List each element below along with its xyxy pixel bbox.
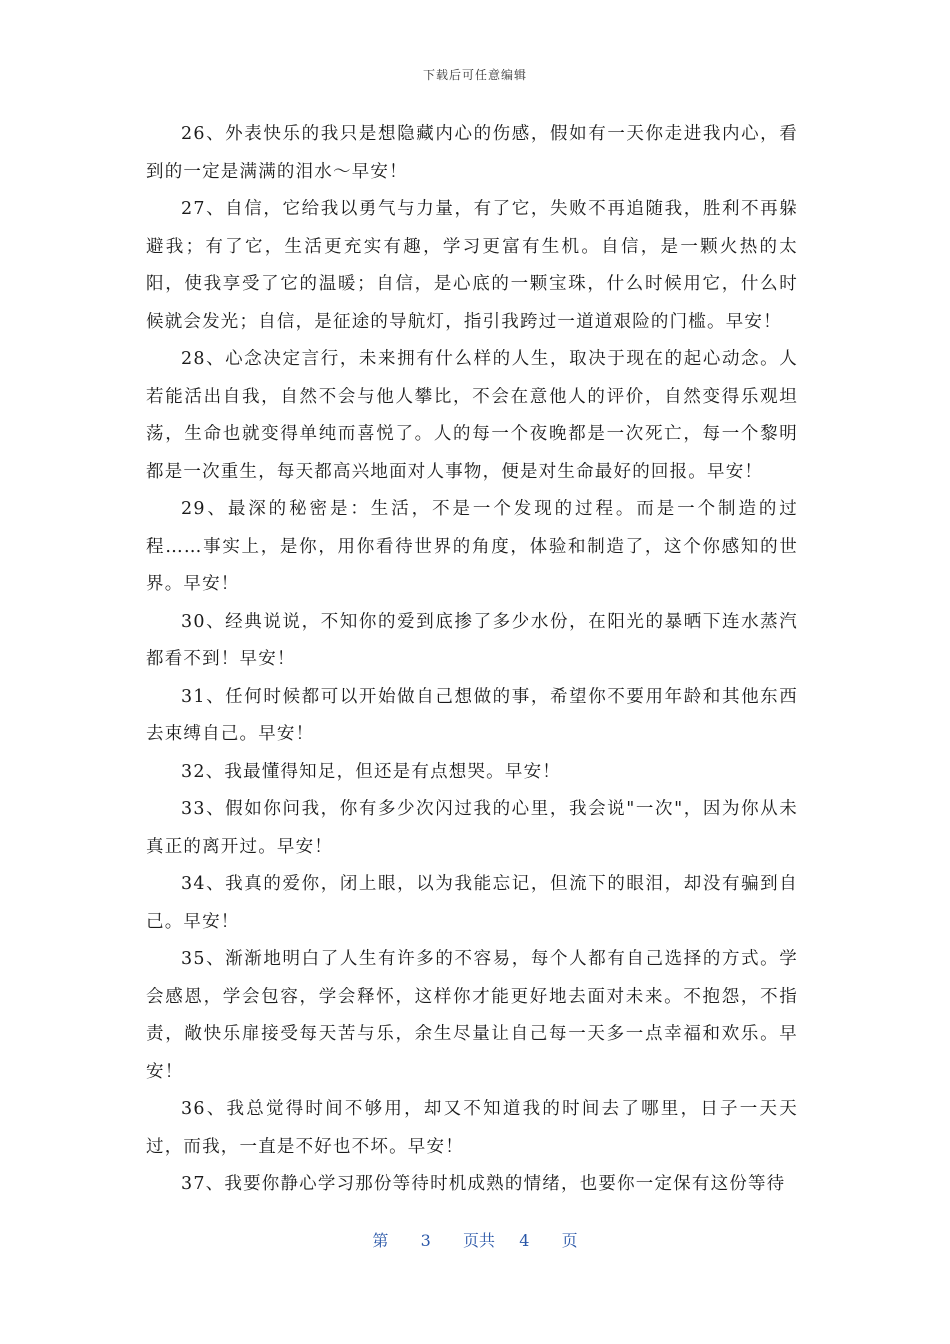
- paragraph-31: 31、任何时候都可以开始做自己想做的事，希望你不要用年龄和其他东西去束缚自己。早安！: [146, 686, 798, 744]
- page-header: 下载后可任意编辑: [422, 68, 527, 82]
- footer-total-pages: 4: [519, 1231, 530, 1250]
- paragraph-27: 27、自信，它给我以勇气与力量，有了它，失败不再追随我，胜利不再躲避我；有了它，生活更充实有趣，学习更富有生机。自信，是一颗火热的太阳，使我享受了它的温暖；自信，是心底的一颗宝珠，什么时候用它，什么时候就会发光；自信，是征途的导航灯，指引我跨过一道道艰险的门槛。早安！: [146, 199, 798, 332]
- document-body: [146, 116, 798, 1204]
- paragraph-36: 36、我总觉得时间不够用，却又不知道我的时间去了哪里，日子一天天过，而我，一直是不好也不坏。早安！: [146, 1099, 798, 1157]
- footer-page-label: 第: [372, 1231, 389, 1250]
- paragraph-32: 32、我最懂得知足，但还是有点想哭。早安！: [181, 761, 561, 782]
- paragraph-37: 37、我要你静心学习那份等待时机成熟的情绪，也要你一定保有这份等待: [181, 1174, 786, 1194]
- footer-total-label: 页共: [462, 1231, 495, 1250]
- paragraph-33: 33、假如你问我，你有多少次闪过我的心里，我会说"一次"，因为你从未真正的离开过。早安！: [146, 799, 798, 857]
- footer-suffix: 页: [561, 1231, 578, 1250]
- footer-page-number: 3: [420, 1231, 431, 1250]
- paragraph-35: 35、渐渐地明白了人生有许多的不容易，每个人都有自己选择的方式。学会感恩，学会包容，学会释怀，这样你才能更好地去面对未来。不抱怨，不指责，敞快乐扉接受每天苦与乐，余生尽量让自己每一天多一点幸福和欢乐。早安！: [146, 949, 798, 1082]
- paragraph-28: 28、心念决定言行，未来拥有什么样的人生，取决于现在的起心动念。人若能活出自我，自然不会与他人攀比，不会在意他人的评价，自然变得乐观坦荡，生命也就变得单纯而喜悦了。人的每一个夜晚都是一次死亡，每一个黎明都是一次重生，每天都高兴地面对人事物，便是对生命最好的回报。早安！: [146, 349, 798, 482]
- paragraph-34: 34、我真的爱你，闭上眼，以为我能忘记，但流下的眼泪，却没有骗到自己。早安！: [146, 874, 798, 932]
- paragraph-26: 26、外表快乐的我只是想隐藏内心的伤感，假如有一天你走进我内心，看到的一定是满满的泪水～早安！: [146, 124, 798, 182]
- paragraph-29: 29、最深的秘密是：生活，不是一个发现的过程。而是一个制造的过程……事实上，是你，用你看待世界的角度，体验和制造了，这个你感知的世界。早安！: [146, 499, 798, 594]
- page-footer: [0, 1228, 950, 1251]
- paragraph-30: 30、经典说说，不知你的爱到底掺了多少水份，在阳光的暴晒下连水蒸汽都看不到！早安！: [146, 611, 798, 669]
